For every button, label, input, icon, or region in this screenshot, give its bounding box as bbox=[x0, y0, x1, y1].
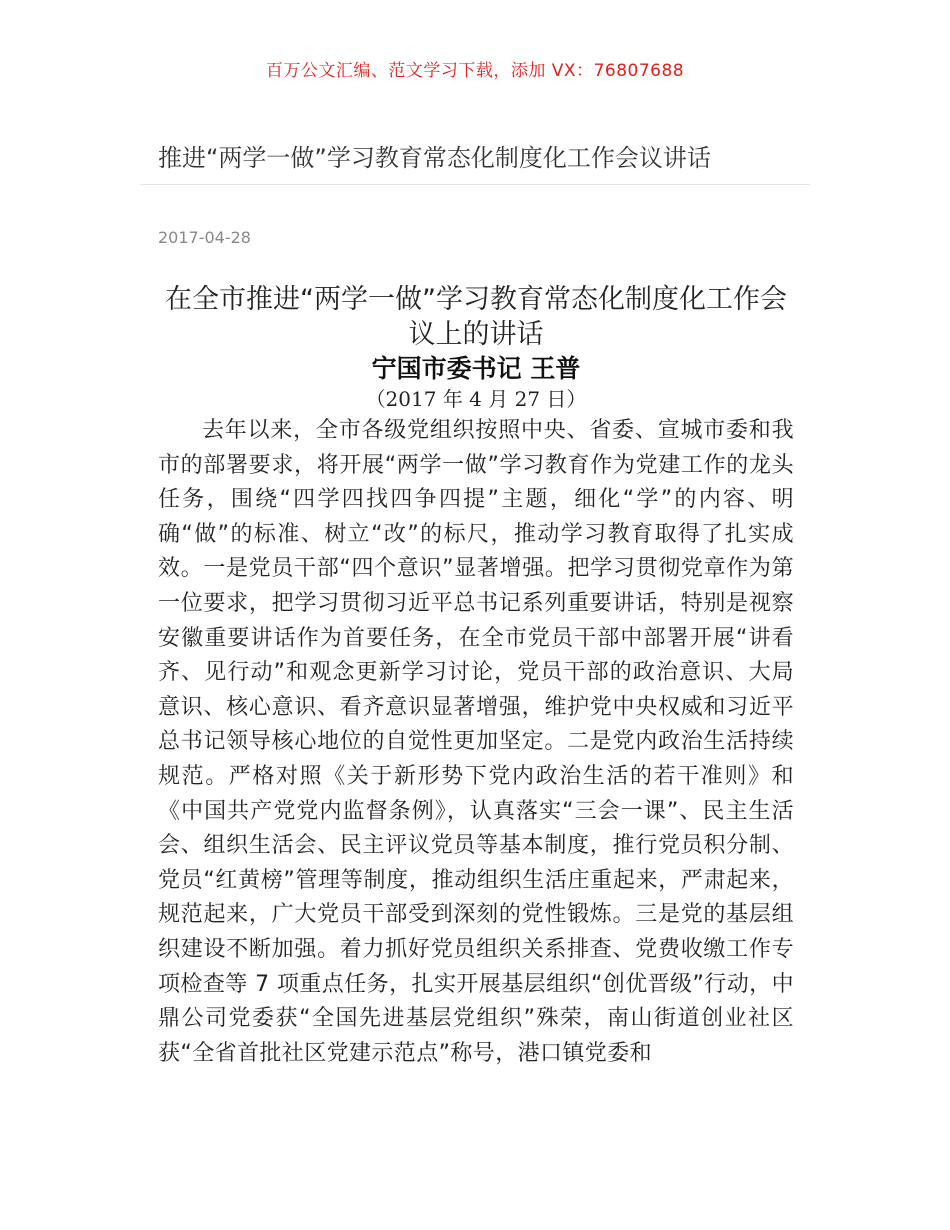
download-banner: 百万公文汇编、范文学习下载，添加 VX：76807688 bbox=[265, 61, 685, 81]
speech-author: 宁国市委书记 王普 bbox=[371, 354, 581, 383]
page-title: 推进“两学一做”学习教育常态化制度化工作会议讲话 bbox=[158, 144, 711, 172]
speech-title: 在全市推进“两学一做”学习教育常态化制度化工作会议上的讲话 bbox=[165, 284, 787, 350]
speech-paragraph: 去年以来，全市各级党组织按照中央、省委、宣城市委和我市的部署要求，将开展“两学一做”学习教育作为党建工作的龙头任务，围绕“四学四找四争四提”主题，细化“学”的内容、明确“做”的标准、树立“改”的标尺，推动学习教育取得了扎实成效。一是党员干部“四个意识”显著增强。把学习贯彻党章作为第一位要求，把学习贯彻习近平总书记系列重要讲话，特别是视察安徽重要讲话作为首要任务，在全市党员干部中部署开展“讲看齐、见行动”和观念更新学习讨论，党员干部的政治意识、大局意识、核心意识、看齐意识显著增强，维护党中央权威和习近平总书记领导核心地位的自觉性更加坚定。二是党内政治生活持续规范。严格对照《关于新形势下党内政治生活的若干准则》和《中国共产党党内监督条例》，认真落实“三会一课”、民主生活会、组织生活会、民主评议党员等基本制度，推行党员积分制、党员“红黄榜”管理等制度，推动组织生活庄重起来，严肃起来，规范起来，广大党员干部受到深刻的党性锻炼。三是党的基层组织建设不断加强。着力抓好党员组织关系排查、党费收缴工作专项检查等 7 项重点任务，扎实开展基层组织“创优晋级”行动，中鼎公司党委获“全国先进基层党组织”殊荣，南山街道创业社区获“全省首批社区党建示范点”称号，港口镇党委和 bbox=[158, 418, 794, 1066]
title-divider bbox=[140, 184, 810, 185]
article-body bbox=[158, 282, 794, 1071]
speech-date: （2017 年 4 月 27 日） bbox=[365, 387, 587, 411]
publish-date: 2017-04-28 bbox=[158, 228, 251, 247]
